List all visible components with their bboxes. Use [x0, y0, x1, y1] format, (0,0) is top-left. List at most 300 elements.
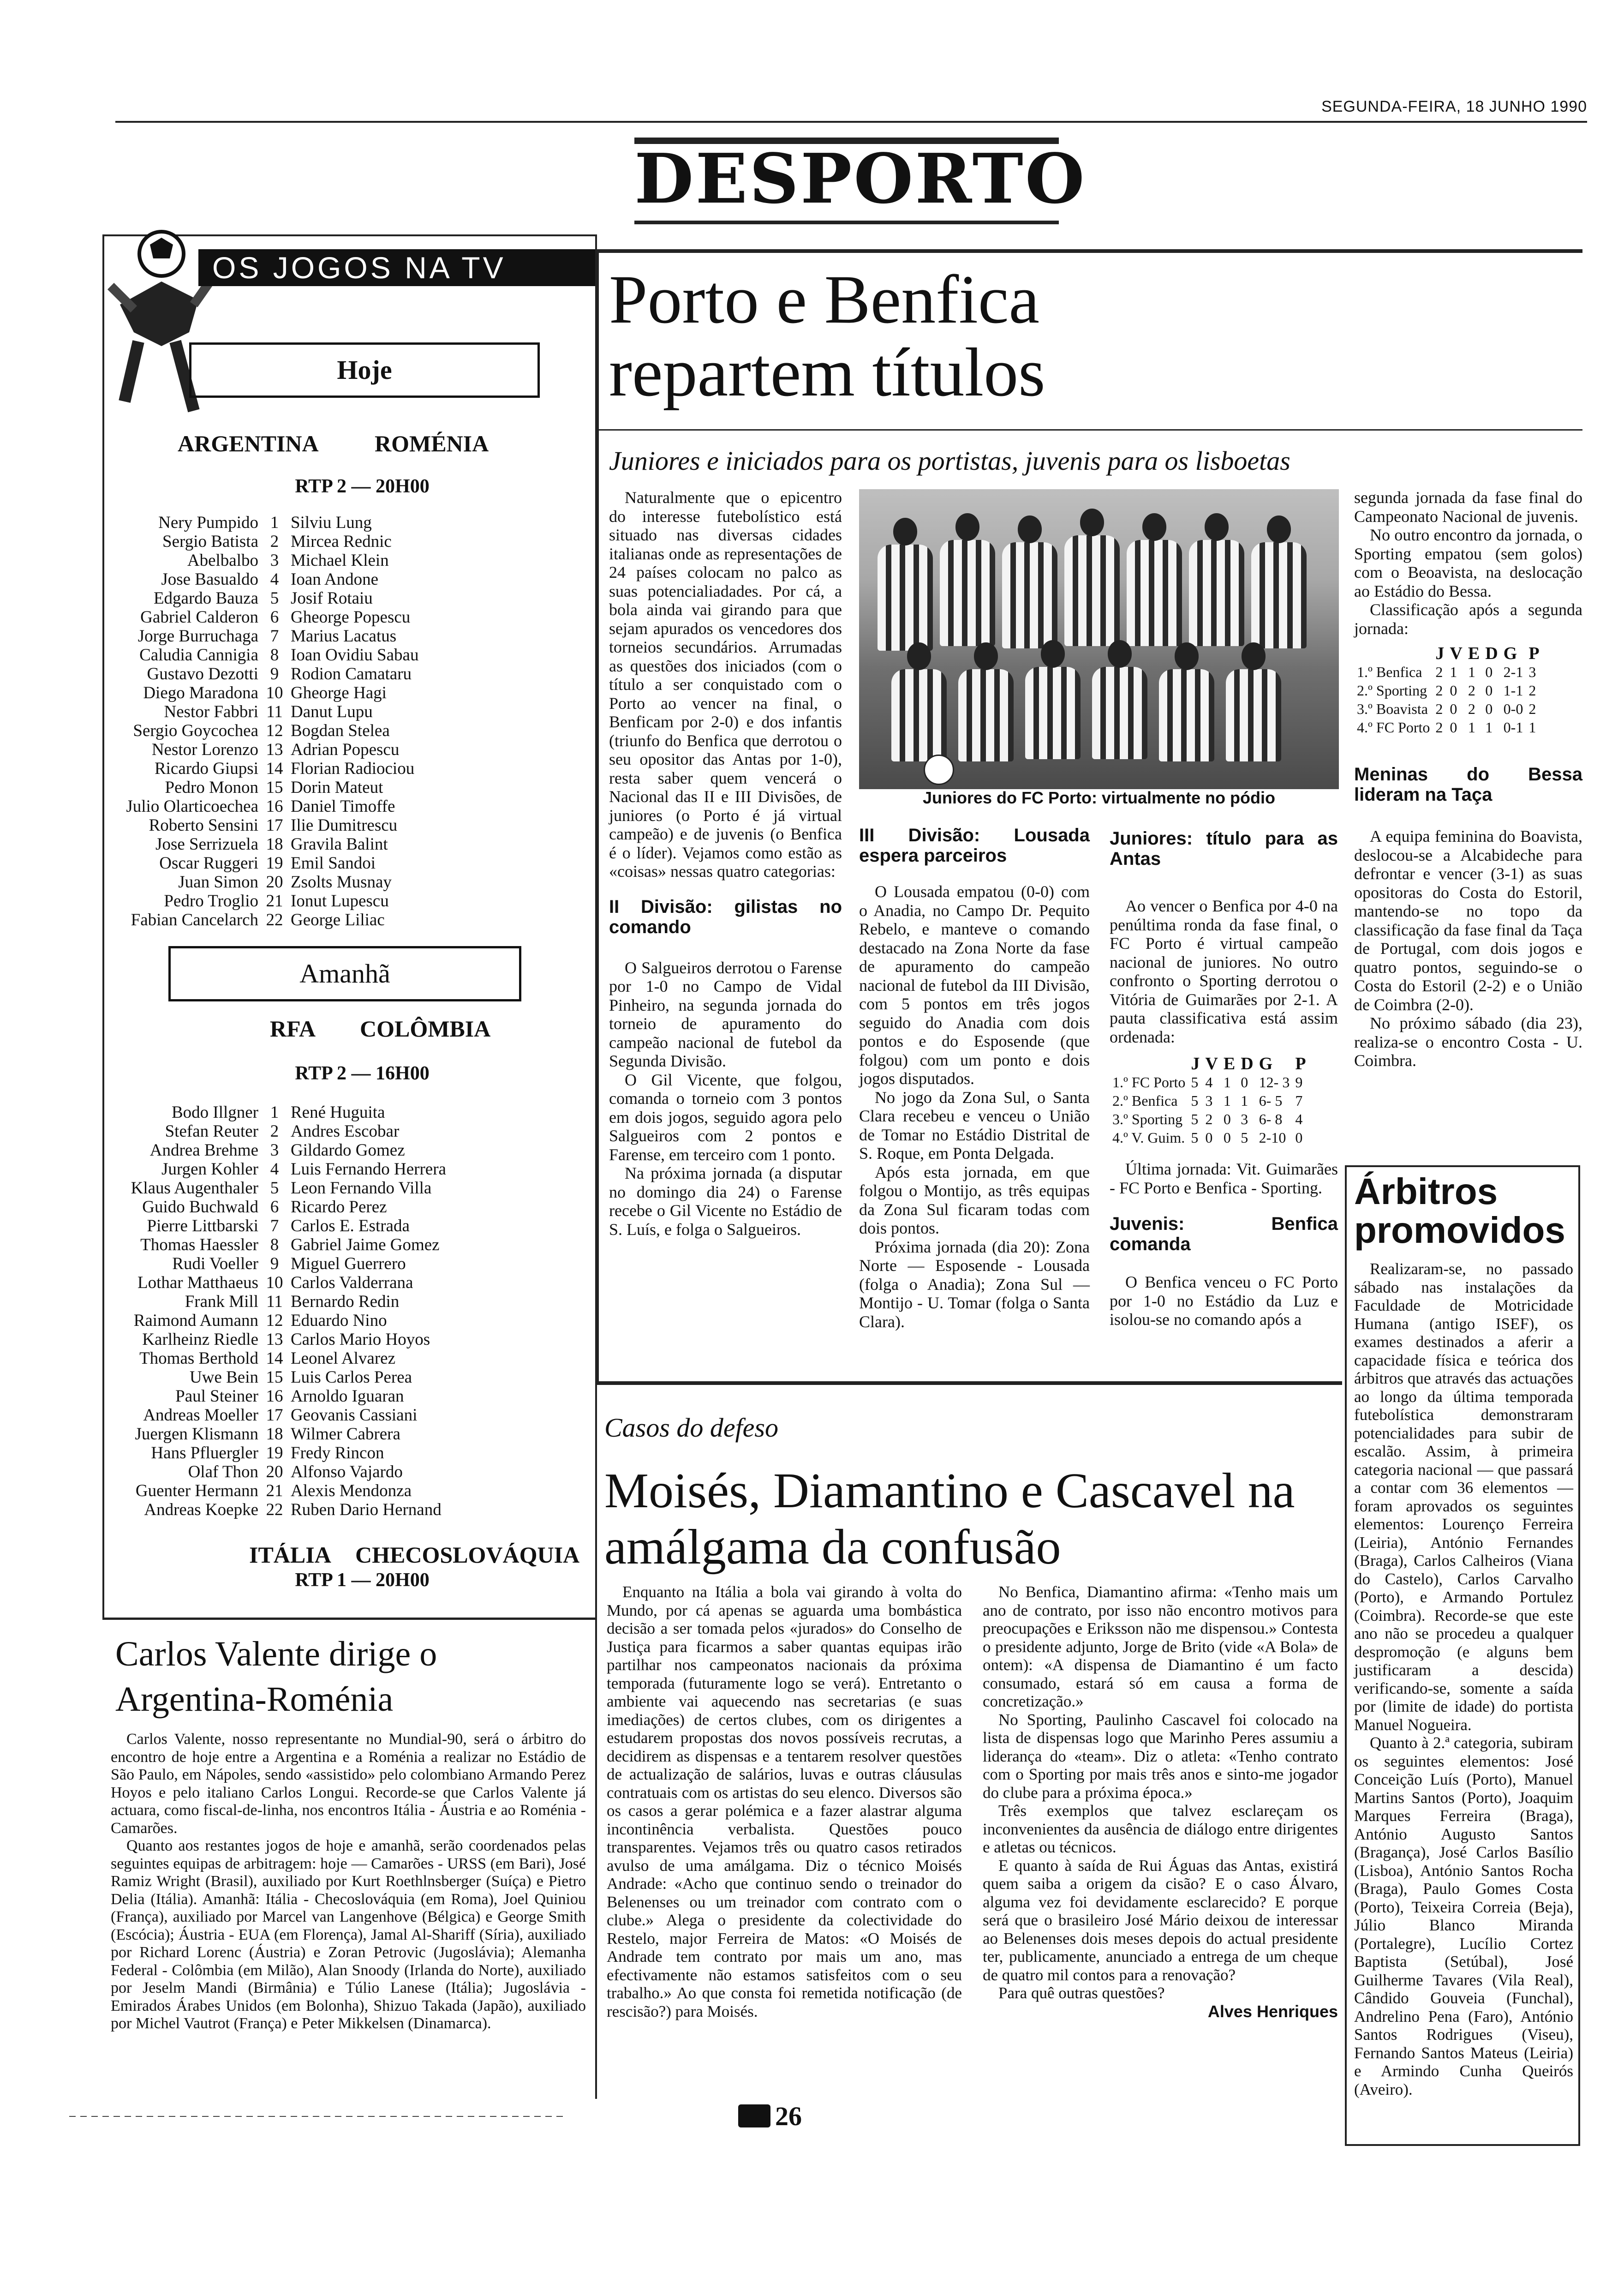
player-right: Luis Fernando Herrera	[291, 1160, 446, 1179]
lineup-row	[0, 646, 567, 665]
team-cell: 3.º Boavista	[1357, 701, 1428, 717]
lineup-row	[0, 759, 567, 778]
player-right: Ilie Dumitrescu	[291, 816, 398, 835]
player-right: Ruben Dario Hernand	[291, 1500, 442, 1519]
shirt-number: 3	[270, 1141, 279, 1160]
shirt-number: 5	[270, 1179, 279, 1198]
team-cell: 3.º Sporting	[1112, 1111, 1183, 1127]
iii-divisao-paragraph: No jogo da Zona Sul, o Santa Clara recebeu e venceu o União de Tomar no Estádio Distrital de S. Roque, em Ponta Delgada.	[859, 1088, 1090, 1162]
player-left: Jose Basualdo	[161, 570, 258, 589]
game1-team1: ARGENTINA	[178, 431, 319, 456]
player-left: Lothar Matthaeus	[137, 1273, 258, 1292]
shirt-number: 17	[266, 1406, 283, 1425]
lineup-row	[0, 1387, 567, 1406]
player-right: Carlos E. Estrada	[291, 1216, 410, 1235]
stat-cell: 2-10	[1259, 1129, 1286, 1146]
stat-cell: 0	[1205, 1129, 1213, 1146]
player-left: Pedro Troglio	[164, 892, 258, 911]
table-header: P	[1295, 1054, 1306, 1073]
shirt-number: 6	[270, 608, 279, 627]
shirt-number: 12	[266, 721, 283, 740]
stat-cell: 3	[1241, 1111, 1248, 1127]
player-right: Marius Lacatus	[291, 627, 397, 646]
table-row	[1354, 700, 1542, 718]
player-left: Juan Simon	[178, 873, 258, 892]
porto-subhead-rule	[597, 429, 1582, 431]
shirt-number: 11	[266, 702, 283, 721]
defeso-paragraph: Três exemplos que talvez esclareçam os inconvenientes da ausência de diálogo entre dirigentes e atletas ou técnicos.	[983, 1802, 1338, 1856]
lineup-row	[0, 721, 567, 740]
lineup-row	[0, 1235, 567, 1254]
lineup-row	[0, 1330, 567, 1349]
shirt-number: 20	[266, 1462, 283, 1481]
lineup-row	[0, 683, 567, 702]
player-left: Karlheinz Riedle	[142, 1330, 258, 1349]
juvenis-paragraph: Classificação após a segunda jornada:	[1354, 600, 1582, 638]
defeso-paragraph: Para quê outras questões?	[998, 1984, 1165, 2002]
player-right: Emil Sandoi	[291, 854, 376, 873]
stat-cell: 6- 8	[1259, 1111, 1283, 1127]
stat-cell: 2	[1468, 701, 1475, 717]
player-left: Nestor Fabbri	[164, 702, 258, 721]
player-right: René Huguita	[291, 1103, 385, 1122]
lineup-row	[0, 1406, 567, 1425]
juvenis-heading: Juvenis: Benfica comanda	[1110, 1214, 1338, 1254]
player-right: Josif Rotaiu	[291, 589, 373, 608]
player-right: Mircea Rednic	[291, 532, 392, 551]
stat-cell: 1	[1528, 719, 1536, 736]
shirt-number: 8	[270, 646, 279, 665]
porto-col-d	[1354, 488, 1582, 1070]
tv-section-title: OS JOGOS NA TV	[198, 249, 595, 286]
stat-cell: 5	[1191, 1092, 1199, 1109]
porto-top-rule	[597, 249, 1582, 253]
valente-top-rule	[102, 1618, 597, 1620]
team-cell: 2.º Benfica	[1112, 1092, 1178, 1109]
player-right: Arnoldo Iguaran	[291, 1387, 404, 1406]
shirt-number: 21	[266, 892, 283, 911]
porto-headline: Porto e Benfica repartem títulos	[609, 261, 1045, 411]
lineup-row	[0, 1444, 567, 1462]
juniores-heading: Juniores: título para as Antas	[1110, 828, 1338, 869]
table-row	[1354, 718, 1542, 737]
player-right: Ioan Ovidiu Sabau	[291, 646, 419, 665]
meninas-paragraph: No próximo sábado (dia 23), realiza-se o encontro Costa - U. Coimbra.	[1354, 1014, 1582, 1070]
player-right: Michael Klein	[291, 551, 389, 570]
stat-cell: 1	[1450, 664, 1457, 680]
defeso-paragraph: Enquanto na Itália a bola vai girando à volta do Mundo, por cá apenas se aguarda uma bombástica decisão a ser tomada pelos «jurados» do Conselho de Justiça para ficarmos a saber quantas equipas irão partilhar nos campeonatos nacionais da próxima temporada (futuramente logo se verá). Entretanto o ambiente vai aquecendo nas secretarias (e suas imediações) de certos clubes, com os dirigentes a estudarem propostas dos novos possíveis recrutas, a decidirem as dispensas e a tentarem resolver questões de actualização de salários, luvas e outras cláusulas contratuais com os artistas do seu elenco. Diversos são os casos a gerar polémica e a fazer alastrar alguma incontinência verbalista. Questões pouco transparentes. Vejamos três ou quatro casos retirados avulso de uma amálgama. Diz o técnico Moisés Andrade: «Acho que continuo sendo o treinador do Belenenses ou um treinador com contrato com o clube.» Alega o presidente da colectividade do Restelo, major Ferreira de Matos: «O Moisés de Andrade tem contrato por mais um ano, mas efectivamente não estamos satisfeitos com o seu trabalho.» Ao que consta foi remetida notificação (de rescisão?) para Moisés.	[607, 1583, 962, 2020]
table-row	[1354, 663, 1542, 681]
lineup-row	[0, 1141, 567, 1160]
lineup-row	[0, 854, 567, 873]
player-left: Julio Olarticoechea	[126, 797, 258, 816]
player-right: Silviu Lung	[291, 513, 372, 532]
shirt-number: 4	[270, 1160, 279, 1179]
player-left: Diego Maradona	[143, 683, 258, 702]
player-right: Gabriel Jaime Gomez	[291, 1235, 440, 1254]
photo-caption: Juniores do FC Porto: virtualmente no pódio	[922, 788, 1275, 807]
player-left: Ricardo Giupsi	[154, 759, 258, 778]
player-right: Danut Lupu	[291, 702, 373, 721]
stat-cell: 1	[1485, 719, 1493, 736]
stat-cell: 0-0	[1503, 701, 1523, 717]
stat-cell: 1	[1223, 1074, 1231, 1091]
lineup-row	[0, 816, 567, 835]
defeso-paragraph: No Benfica, Diamantino afirma: «Tenho mais um ano de contrato, por isso não encontro motivos para preocupações e Eriksson não me dispensou.» Contesta o presidente adjunto, Jorge de Brito (vide «A Bola» de ontem): «A dispensa de Diamantino é um facto consumado, estará só em causa a forma de concretização.»	[983, 1583, 1338, 1710]
stat-cell: 1	[1241, 1092, 1248, 1109]
game3-channel: RTP 1 — 20H00	[295, 1570, 430, 1591]
table-header: D	[1485, 644, 1498, 663]
juvenis-table	[1354, 644, 1542, 737]
lineup-row	[0, 835, 567, 854]
defeso-author: Alves Henriques	[1207, 2001, 1338, 2021]
defeso-paragraph: No Sporting, Paulinho Cascavel foi colocado na lista de dispensas logo que Marinho Peres assumiu a liderança do «team». Diz o atleta: «Tenho contrato com o Sporting por mais três anos e sinto-me jogador do clube para a próxima época.»	[983, 1710, 1338, 1802]
shirt-number: 1	[270, 1103, 279, 1122]
lineup-row	[0, 665, 567, 683]
player-left: Sergio Batista	[162, 532, 258, 551]
player-right: Andres Escobar	[291, 1122, 400, 1141]
stat-cell: 2	[1468, 682, 1475, 699]
shirt-number: 4	[270, 570, 279, 589]
shirt-number: 9	[270, 665, 279, 683]
team-cell: 1.º FC Porto	[1112, 1074, 1186, 1091]
player-right: Gravila Balint	[291, 835, 388, 854]
juniores-paragraph: Ao vencer o Benfica por 4-0 na penúltima ronda da fase final, o FC Porto é virtual campeão nacional de juniores. No outro confronto o Sporting derrotou o Vitória de Guimarães por 2-1. A pauta classificativa está assim ordenada:	[1110, 897, 1338, 1046]
player-right: Ricardo Perez	[291, 1198, 387, 1216]
shirt-number: 6	[270, 1198, 279, 1216]
table-header: G	[1503, 644, 1517, 663]
shirt-number: 11	[266, 1292, 283, 1311]
juniores-table	[1110, 1055, 1309, 1147]
player-left: Uwe Bein	[190, 1368, 258, 1387]
shirt-number: 15	[266, 1368, 283, 1387]
player-left: Bodo Illgner	[171, 1103, 258, 1122]
stat-cell: 1	[1468, 719, 1475, 736]
player-left: Oscar Ruggeri	[159, 854, 258, 873]
player-left: Thomas Haessler	[140, 1235, 258, 1254]
lineup-row	[0, 551, 567, 570]
stat-cell: 7	[1295, 1092, 1303, 1109]
stat-cell: 0	[1295, 1129, 1303, 1146]
porto-intro: Naturalmente que o epicentro do interesse futebolístico está situado nas diversas cidades italianas onde as representações de 24 países colocam no palco as suas potencialiadades. Por cá, a bola ainda vai girando para que sejam apurados os vencedores dos torneios secundários. Arrumadas as questões dos iniciados (com o título a ser conquistado com o Porto ao vencer na final, o Benficam por 2-0) e dos infantis (triunfo do Benfica que derrotou o seu opositor das Antas por 1-0), resta saber quem vencerá o Nacional das II e III Divisões, de juniores (o Porto é já virtual campeão) e de juvenis (o Benfica é o líder). Vejamos como estão as «coisas» nessas quatro categorias:	[609, 488, 842, 881]
stat-cell: 2	[1435, 701, 1443, 717]
juvenis-paragraph: O Benfica venceu o FC Porto por 1-0 no Estádio da Luz e isolou-se no comando após a	[1110, 1273, 1338, 1329]
player-right: Gheorge Hagi	[291, 683, 387, 702]
shirt-number: 15	[266, 778, 283, 797]
player-left: Rudi Voeller	[172, 1254, 258, 1273]
iii-divisao-paragraph: Próxima jornada (dia 20): Zona Norte — Esposende - Lousada (folga o Anadia); Zona Sul — Montijo - U. Tomar (folga o Santa Clara).	[859, 1237, 1090, 1331]
game2-channel: RTP 2 — 16H00	[295, 1063, 430, 1084]
player-right: Miguel Guerrero	[291, 1254, 406, 1273]
shirt-number: 18	[266, 1425, 283, 1444]
stat-cell: 0	[1450, 701, 1457, 717]
ii-divisao-paragraph: O Gil Vicente, que folgou, comanda o torneio com 3 pontos em dois jogos, seguido agora pelo Salgueiros com 2 pontos e Farense, em terceiro com 1 ponto.	[609, 1070, 842, 1164]
player-left: Juergen Klismann	[135, 1425, 258, 1444]
table-header: V	[1450, 644, 1463, 663]
lineup-row	[0, 1122, 567, 1141]
player-left: Abelbalbo	[187, 551, 258, 570]
shirt-number: 22	[266, 1500, 283, 1519]
stat-cell: 2	[1435, 719, 1443, 736]
table-header: G	[1259, 1054, 1273, 1073]
lineup-row	[0, 1160, 567, 1179]
player-right: Adrian Popescu	[291, 740, 400, 759]
porto-col-c	[1110, 828, 1338, 1329]
defeso-col-1	[607, 1583, 962, 2020]
player-right: Alexis Mendonza	[291, 1481, 412, 1500]
porto-col-a	[609, 488, 842, 1239]
lineup-row	[0, 570, 567, 589]
stat-cell: 2	[1205, 1111, 1213, 1127]
player-right: Rodion Camataru	[291, 665, 412, 683]
defeso-paragraph: E quanto à saída de Rui Águas das Antas, existirá quem saiba a origem da cisão? E o caso Álvaro, alguma vez foi devidamente esclarecido? E porque será que o brasileiro José Mário deixou de interessar ao Belenenses dois meses depois do actual presidente ter, publicamente, anunciado a entrega de um cheque de quatro mil contos para a renovação?	[983, 1856, 1338, 1984]
team-cell: 4.º V. Guim.	[1112, 1129, 1185, 1146]
player-left: Sergio Goycochea	[133, 721, 258, 740]
lineup-row	[0, 513, 567, 532]
lineup-row	[0, 740, 567, 759]
meninas-paragraph: A equipa feminina do Boavista, deslocou-se a Alcabideche para defrontar e vencer (3-1) as suas opositoras do Costa do Estoril, mantendo-se no topo da classificação da fase final da Taça de Portugal, com dois jogos e quatro pontos, seguindo-se o Costa do Estoril (2-2) e o União de Coimbra (2-0).	[1354, 827, 1582, 1014]
table-header: P	[1528, 644, 1540, 663]
porto-left-rule	[597, 249, 599, 1384]
shirt-number: 17	[266, 816, 283, 835]
table-header: V	[1205, 1054, 1218, 1073]
shirt-number: 2	[270, 532, 279, 551]
stat-cell: 0	[1450, 682, 1457, 699]
player-right: Carlos Valderrana	[291, 1273, 413, 1292]
player-left: Stefan Reuter	[165, 1122, 258, 1141]
meninas-heading: Meninas do Bessa lideram na Taça	[1354, 764, 1582, 805]
stat-cell: 0	[1223, 1129, 1231, 1146]
section-rule-bottom	[634, 221, 1059, 224]
player-left: Pedro Monon	[165, 778, 258, 797]
shirt-number: 21	[266, 1481, 283, 1500]
stat-cell: 5	[1191, 1074, 1199, 1091]
stat-cell: 5	[1191, 1129, 1199, 1146]
player-left: Jurgen Kohler	[161, 1160, 258, 1179]
lineup-row	[0, 532, 567, 551]
shirt-number: 16	[266, 1387, 283, 1406]
player-left: Guido Buchwald	[142, 1198, 258, 1216]
stat-cell: 12- 3	[1259, 1074, 1290, 1091]
shirt-number: 7	[270, 1216, 279, 1235]
stat-cell: 6- 5	[1259, 1092, 1283, 1109]
table-header: J	[1191, 1054, 1200, 1073]
today-label: Hoje	[189, 342, 540, 398]
stat-cell: 2	[1528, 682, 1536, 699]
stat-cell: 3	[1205, 1092, 1213, 1109]
shirt-number: 20	[266, 873, 283, 892]
defeso-top-rule	[597, 1381, 1342, 1385]
iii-divisao-paragraph: Após esta jornada, em que folgou o Montijo, as três equipas da Zona Sul ficaram todas com dois pontos.	[859, 1162, 1090, 1237]
player-right: Dorin Mateut	[291, 778, 383, 797]
shirt-number: 22	[266, 911, 283, 929]
player-left: Gustavo Dezotti	[147, 665, 258, 683]
player-left: Andreas Koepke	[144, 1500, 258, 1519]
game2-lineup	[0, 1103, 567, 1519]
player-right: Leon Fernando Villa	[291, 1179, 432, 1198]
lineup-row	[0, 1216, 567, 1235]
arbitros-paragraph: Realizaram-se, no passado sábado nas instalações da Faculdade de Motricidade Humana (antigo ISEF), os exames destinados a aferir a capacidade física e teórica dos árbitros que através das actuações ao longo da última temporada futebolística demonstraram potencialidades para subir de escalão. Assim, à primeira categoria nacional — que passará a contar com 36 elementos — foram aprovados os seguintes elementos: Lourenço Ferreira (Leiria), António Fernandes (Braga), Carlos Calheiros (Viana do Castelo), Carlos Carvalho (Porto), e Armando Portulez (Coimbra). Recorde-se que este ano não se procedeu a qualquer despromoção (e alguns bem justificaram a descida) verificando-se, somente a saída por (limite de idade) do portista Manuel Nogueira.	[1354, 1260, 1573, 1734]
section-title: DESPORTO	[634, 138, 1087, 219]
player-left: Frank Mill	[185, 1292, 258, 1311]
player-left: Hans Pfluergler	[151, 1444, 258, 1462]
player-right: Bernardo Redin	[291, 1292, 400, 1311]
player-left: Andrea Brehme	[149, 1141, 258, 1160]
table-row	[1110, 1128, 1309, 1147]
player-right: George Liliac	[291, 911, 385, 929]
player-left: Roberto Sensini	[149, 816, 258, 835]
defeso-kicker: Casos do defeso	[604, 1413, 778, 1443]
table-row	[1110, 1073, 1309, 1091]
player-right: Carlos Mario Hoyos	[291, 1330, 430, 1349]
player-left: Olaf Thon	[188, 1462, 258, 1481]
shirt-number: 8	[270, 1235, 279, 1254]
player-right: Fredy Rincon	[291, 1444, 384, 1462]
player-left: Jose Serrizuela	[155, 835, 258, 854]
shirt-number: 14	[266, 759, 283, 778]
shirt-number: 9	[270, 1254, 279, 1273]
player-right: Daniel Timoffe	[291, 797, 395, 816]
shirt-number: 5	[270, 589, 279, 608]
table-row	[1110, 1110, 1309, 1128]
player-left: Fabian Cancelarch	[131, 911, 258, 929]
arbitros-body	[1354, 1260, 1573, 2098]
lineup-row	[0, 1179, 567, 1198]
shirt-number: 2	[270, 1122, 279, 1141]
lineup-row	[0, 627, 567, 646]
table-header: E	[1223, 1054, 1236, 1073]
page-number: 26	[775, 2101, 802, 2131]
stat-cell: 3	[1528, 664, 1536, 680]
lineup-row	[0, 1254, 567, 1273]
table-row	[1354, 681, 1542, 700]
player-left: Raimond Aumann	[133, 1311, 258, 1330]
lineup-row	[0, 873, 567, 892]
player-right: Wilmer Cabrera	[291, 1425, 400, 1444]
masthead-rule	[115, 121, 1587, 123]
newspaper-logo-icon	[738, 2104, 770, 2127]
ii-divisao-paragraph: O Salgueiros derrotou o Farense por 1-0 no Campo de Vidal Pinheiro, na segunda jornada do torneio de apuramento do campeão nacional de futebol da Segunda Divisão.	[609, 958, 842, 1070]
team-photo	[859, 489, 1339, 789]
iii-divisao-heading: III Divisão: Lousada espera parceiros	[859, 825, 1090, 866]
stat-cell: 0	[1450, 719, 1457, 736]
player-right: Geovanis Cassiani	[291, 1406, 418, 1425]
shirt-number: 1	[270, 513, 279, 532]
iii-divisao-paragraph: O Lousada empatou (0-0) com o Anadia, no Campo Dr. Pequito Rebelo, e manteve o comando destacado na Zona Norte da fase de apuramento do campeão nacional de futebol da III Divisão, com 5 pontos em três jogos seguido do Anadia com dois pontos e do Esposende (que folgou) com um ponto e dois jogos disputados.	[859, 882, 1090, 1088]
table-header: D	[1241, 1054, 1254, 1073]
porto-col-b	[859, 825, 1090, 1331]
valente-body	[111, 1731, 586, 2033]
table-header: E	[1468, 644, 1480, 663]
shirt-number: 3	[270, 551, 279, 570]
defeso-col-2	[983, 1583, 1338, 2020]
player-right: Luis Carlos Perea	[291, 1368, 412, 1387]
stat-cell: 0	[1485, 701, 1493, 717]
game1-channel: RTP 2 — 20H00	[295, 476, 430, 497]
game2-team1: RFA	[270, 1016, 316, 1042]
shirt-number: 7	[270, 627, 279, 646]
player-right: Eduardo Nino	[291, 1311, 387, 1330]
game2-team2: COLÔMBIA	[360, 1016, 491, 1042]
team-cell: 4.º FC Porto	[1357, 719, 1430, 736]
stat-cell: 5	[1241, 1129, 1248, 1146]
stat-cell: 2	[1528, 701, 1536, 717]
lineup-row	[0, 1368, 567, 1387]
juvenis-paragraph: segunda jornada da fase final do Campeonato Nacional de juvenis.	[1354, 488, 1582, 526]
player-left: Andreas Moeller	[143, 1406, 258, 1425]
shirt-number: 12	[266, 1311, 283, 1330]
player-left: Thomas Berthold	[139, 1349, 258, 1368]
player-right: Ioan Andone	[291, 570, 379, 589]
ii-divisao-paragraph: Na próxima jornada (a disputar no domingo dia 24) o Farense recebe o Gil Vicente no Estádio de S. Luís, e folga o Salgueiros.	[609, 1164, 842, 1239]
shirt-number: 13	[266, 1330, 283, 1349]
table-header: J	[1435, 644, 1445, 663]
stat-cell: 1-1	[1503, 682, 1523, 699]
lineup-row	[0, 1481, 567, 1500]
lineup-row	[0, 1425, 567, 1444]
defeso-headline: Moisés, Diamantino e Cascavel na amálgama da confusão	[604, 1463, 1295, 1575]
player-left: Gabriel Calderon	[140, 608, 258, 627]
shirt-number: 16	[266, 797, 283, 816]
stat-cell: 9	[1295, 1074, 1303, 1091]
stat-cell: 1	[1223, 1092, 1231, 1109]
shirt-number: 19	[266, 854, 283, 873]
shirt-number: 10	[266, 1273, 283, 1292]
lineup-row	[0, 702, 567, 721]
lineup-row	[0, 778, 567, 797]
player-right: Ionut Lupescu	[291, 892, 389, 911]
ii-divisao-heading: II Divisão: gilistas no comando	[609, 896, 842, 937]
stat-cell: 4	[1205, 1074, 1213, 1091]
stat-cell: 2	[1435, 664, 1443, 680]
shirt-number: 18	[266, 835, 283, 854]
stat-cell: 5	[1191, 1111, 1199, 1127]
stat-cell: 2-1	[1503, 664, 1523, 680]
lineup-row	[0, 1462, 567, 1481]
team-cell: 2.º Sporting	[1357, 682, 1427, 699]
player-left: Edgardo Bauza	[153, 589, 258, 608]
player-left: Guenter Hermann	[135, 1481, 258, 1500]
lineup-row	[0, 1349, 567, 1368]
lineup-row	[0, 1500, 567, 1519]
lineup-row	[0, 608, 567, 627]
player-right: Bogdan Stelea	[291, 721, 390, 740]
arbitros-paragraph: Quanto à 2.ª categoria, subiram os seguintes elementos: José Conceição Luís (Porto), Manuel Martins Santos (Porto), Joaquim Marques Ferreira (Braga), António Augusto Santos (Bragança), José Carlos Basílio (Lisboa), António Santos Rocha (Braga), Paulo Gomes Costa (Porto), Teixeira Correia (Beja), Júlio Blanco Miranda (Portalegre), Lucílio Cortez Baptista (Setúbal), José Guilherme Tavares (Vila Real), Cândido Gouveia (Funchal), Andrelino Pena (Faro), António Santos Rodrigues (Viseu), Fernando Santos Mateus (Leiria) e Armindo Cunha Queirós (Aveiro).	[1354, 1734, 1573, 2098]
stat-cell: 0	[1485, 682, 1493, 699]
stat-cell: 0	[1223, 1111, 1231, 1127]
dateline: SEGUNDA-FEIRA, 18 JUNHO 1990	[1321, 98, 1587, 115]
arbitros-headline: Árbitros promovidos	[1354, 1171, 1565, 1251]
lineup-row	[0, 589, 567, 608]
lineup-row	[0, 1292, 567, 1311]
player-left: Pierre Littbarski	[147, 1216, 258, 1235]
game3-team2: CHECOSLOVÁQUIA	[355, 1542, 580, 1568]
porto-subhead: Juniores e iniciados para os portistas, juvenis para os lisboetas	[609, 446, 1290, 476]
shirt-number: 19	[266, 1444, 283, 1462]
lineup-row	[0, 911, 567, 929]
valente-paragraph: Quanto aos restantes jogos de hoje e amanhã, serão coordenados pelas seguintes equipas de arbitragem: hoje — Camarões - URSS (em Bari), José Ramiz Wright (Brasil), auxiliado por Kurt Roethlnsberger (Suíça) e Pietro Delia (Itália). Amanhã: Itália - Checoslováquia (em Roma), Joel Quiniou (França), auxiliado por Marcel van Langenhove (Bélgica) e George Smith (Escócia); Áustria - EUA (em Florença), Jamal Al-Shariff (Síria), auxiliado por Richard Lorenc (Áustria) e Zoran Petrovic (Jugoslávia); Alemanha Federal - Colômbia (em Milão), Alan Snoody (Irlanda do Norte), auxiliado por Jeselm Mandi (Birmânia) e Túlio Lanese (Itália); Jugoslávia - Emirados Árabes Unidos (em Bolonha), Shizuo Takada (Japão), auxiliado por Michel Vautrot (França) e Peter Mikkelsen (Dinamarca).	[111, 1837, 586, 2032]
shirt-number: 14	[266, 1349, 283, 1368]
lineup-row	[0, 892, 567, 911]
player-right: Zsolts Musnay	[291, 873, 392, 892]
table-row	[1110, 1091, 1309, 1110]
player-right: Gildardo Gomez	[291, 1141, 405, 1160]
juvenis-paragraph: No outro encontro da jornada, o Sporting empatou (sem golos) com o Beoavista, na deslocação ao Estádio do Bessa.	[1354, 526, 1582, 600]
stat-cell: 0	[1485, 664, 1493, 680]
tomorrow-label: Amanhã	[168, 946, 521, 1001]
stat-cell: 1	[1468, 664, 1475, 680]
player-left: Jorge Burruchaga	[137, 627, 258, 646]
